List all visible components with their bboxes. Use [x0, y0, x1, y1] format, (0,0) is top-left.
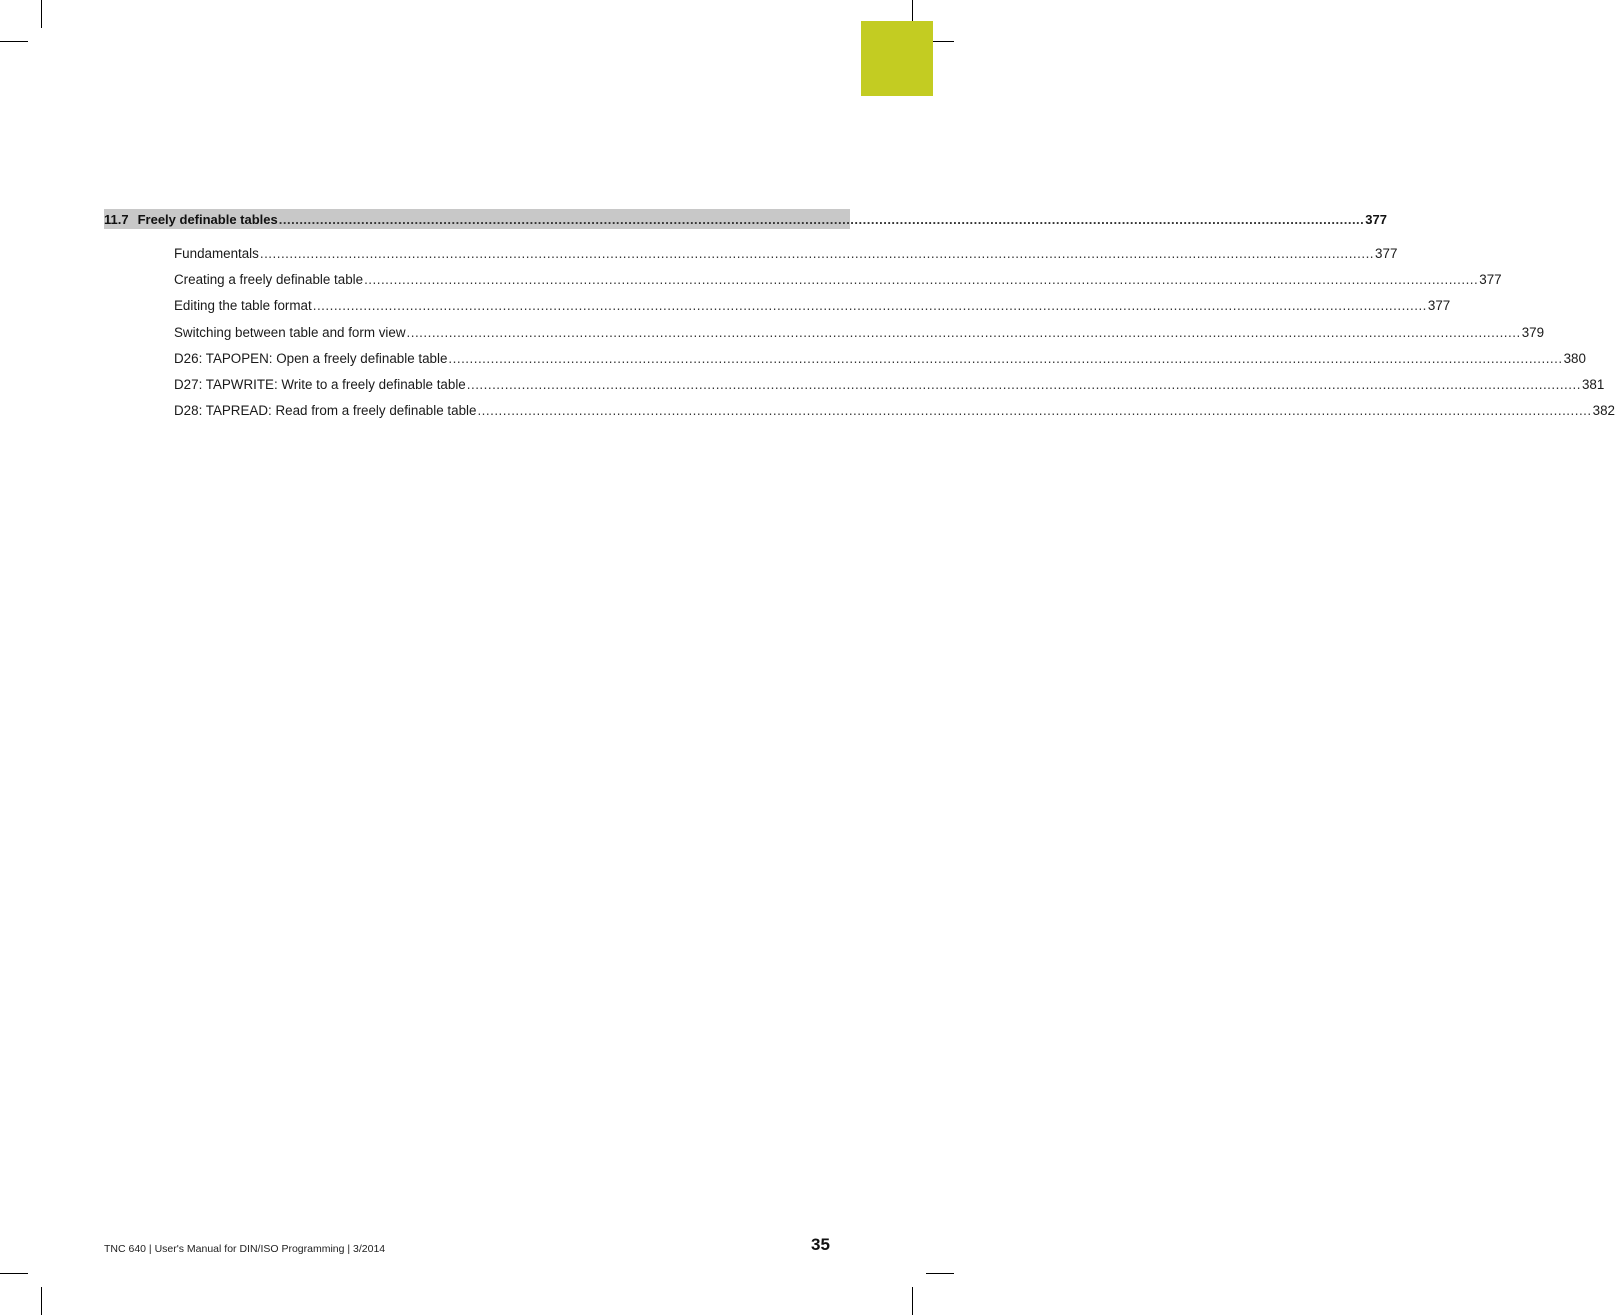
toc-entry-title: Fundamentals — [174, 246, 259, 261]
chapter-tab — [861, 21, 933, 96]
toc-entry-page: 382 — [1592, 403, 1615, 418]
toc-entry[interactable] — [174, 351, 1586, 371]
dot-leader — [364, 272, 1478, 287]
dot-leader — [407, 325, 1521, 340]
toc-entry-page: 380 — [1563, 351, 1586, 366]
dot-leader — [313, 298, 1427, 313]
section-title: Freely definable tables — [137, 211, 278, 227]
toc-entry[interactable] — [174, 246, 1398, 266]
crop-mark — [0, 1273, 28, 1274]
footer-text: TNC 640 | User's Manual for DIN/ISO Programming | 3/2014 — [104, 1243, 386, 1255]
toc-entry-page: 377 — [1375, 246, 1398, 261]
toc-entry-title: D27: TAPWRITE: Write to a freely definable table — [174, 377, 466, 392]
page-number: 35 — [811, 1235, 830, 1254]
toc-entry-title: Switching between table and form view — [174, 325, 406, 340]
toc-entry-page: 379 — [1521, 325, 1545, 340]
toc-entry[interactable] — [174, 325, 1545, 345]
crop-mark — [912, 1287, 913, 1315]
dot-leader — [477, 403, 1591, 418]
dot-leader — [260, 246, 1374, 261]
toc-entry-title: Creating a freely definable table — [174, 272, 364, 287]
crop-mark — [926, 1273, 954, 1274]
toc-entry[interactable] — [174, 272, 1502, 292]
toc-entry-title: D28: TAPREAD: Read from a freely definable table — [174, 403, 477, 418]
toc-section-heading[interactable] — [104, 209, 1387, 229]
crop-mark — [41, 1287, 42, 1315]
crop-mark — [0, 41, 28, 42]
crop-mark — [41, 0, 42, 28]
toc-entry-page: 377 — [1479, 272, 1502, 287]
dot-leader — [448, 351, 1562, 366]
section-number: 11.7 — [104, 211, 129, 227]
dot-leader — [279, 212, 1365, 227]
toc-entry-page: 377 — [1427, 298, 1451, 313]
dot-leader — [467, 377, 1581, 392]
toc-entry[interactable] — [174, 403, 1615, 423]
toc-entry[interactable] — [174, 377, 1605, 397]
section-page: 377 — [1365, 211, 1387, 227]
toc-entry-title: D26: TAPOPEN: Open a freely definable table — [174, 351, 448, 366]
toc-entry-page: 381 — [1581, 377, 1605, 392]
toc-entry[interactable] — [174, 298, 1451, 318]
toc-entry-title: Editing the table format — [174, 298, 312, 313]
